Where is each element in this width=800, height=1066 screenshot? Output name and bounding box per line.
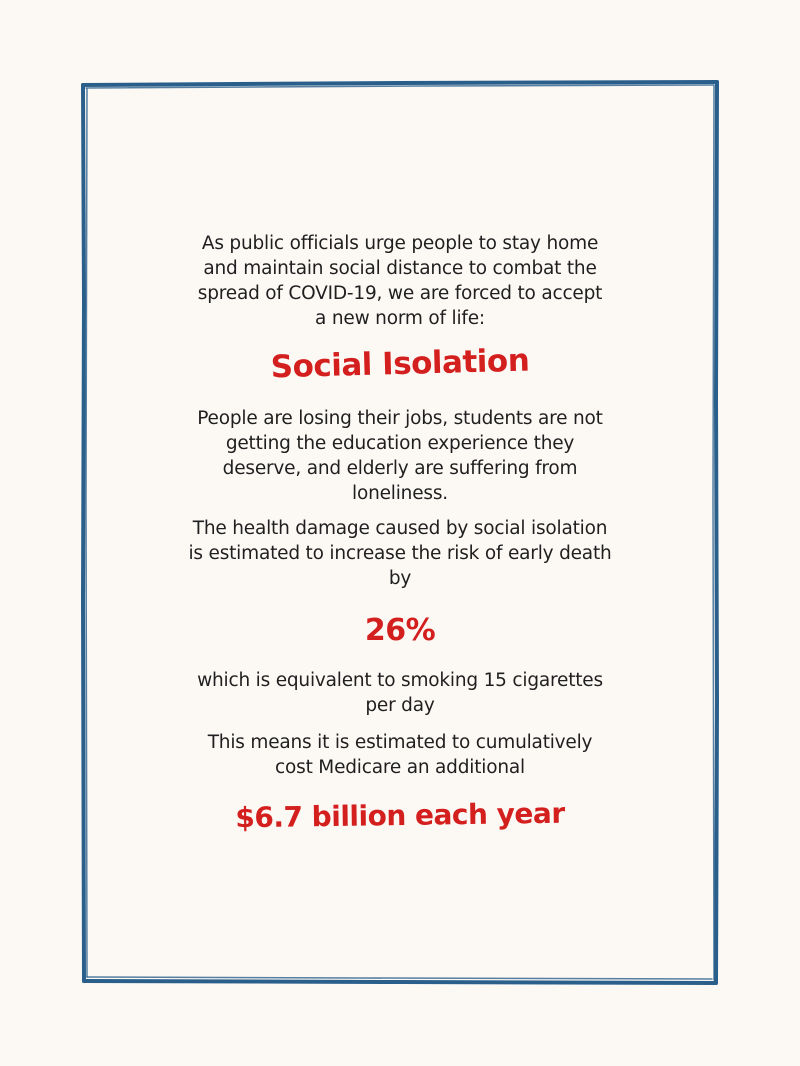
headline-social-isolation: Social Isolation bbox=[270, 342, 530, 386]
equivalent-paragraph bbox=[150, 668, 650, 718]
risk-statistic: 26% bbox=[364, 613, 436, 648]
intro-paragraph bbox=[150, 231, 650, 331]
impact-line: People are losing their jobs, students are not bbox=[197, 408, 603, 429]
intro-line: As public officials urge people to stay home bbox=[201, 233, 599, 254]
health-line: by bbox=[388, 568, 412, 589]
cost-paragraph bbox=[150, 730, 650, 780]
intro-line: spread of COVID-19, we are forced to accept bbox=[197, 283, 603, 304]
health-paragraph bbox=[150, 516, 650, 591]
impact-line: getting the education experience they bbox=[225, 433, 575, 454]
equivalent-line: per day bbox=[365, 695, 435, 716]
health-line: The health damage caused by social isolation bbox=[192, 518, 608, 539]
impact-line: deserve, and elderly are suffering from bbox=[222, 458, 578, 479]
cost-line: This means it is estimated to cumulatively bbox=[207, 732, 593, 753]
impact-paragraph bbox=[150, 406, 650, 506]
intro-line: and maintain social distance to combat the bbox=[203, 258, 597, 279]
cost-statistic: $6.7 billion each year bbox=[235, 796, 565, 835]
health-line: is estimated to increase the risk of early death bbox=[188, 543, 612, 564]
intro-line: a new norm of life: bbox=[315, 308, 485, 329]
equivalent-line: which is equivalent to smoking 15 cigarettes bbox=[197, 670, 603, 691]
cost-line: cost Medicare an additional bbox=[275, 757, 525, 778]
impact-line: loneliness. bbox=[352, 483, 448, 504]
